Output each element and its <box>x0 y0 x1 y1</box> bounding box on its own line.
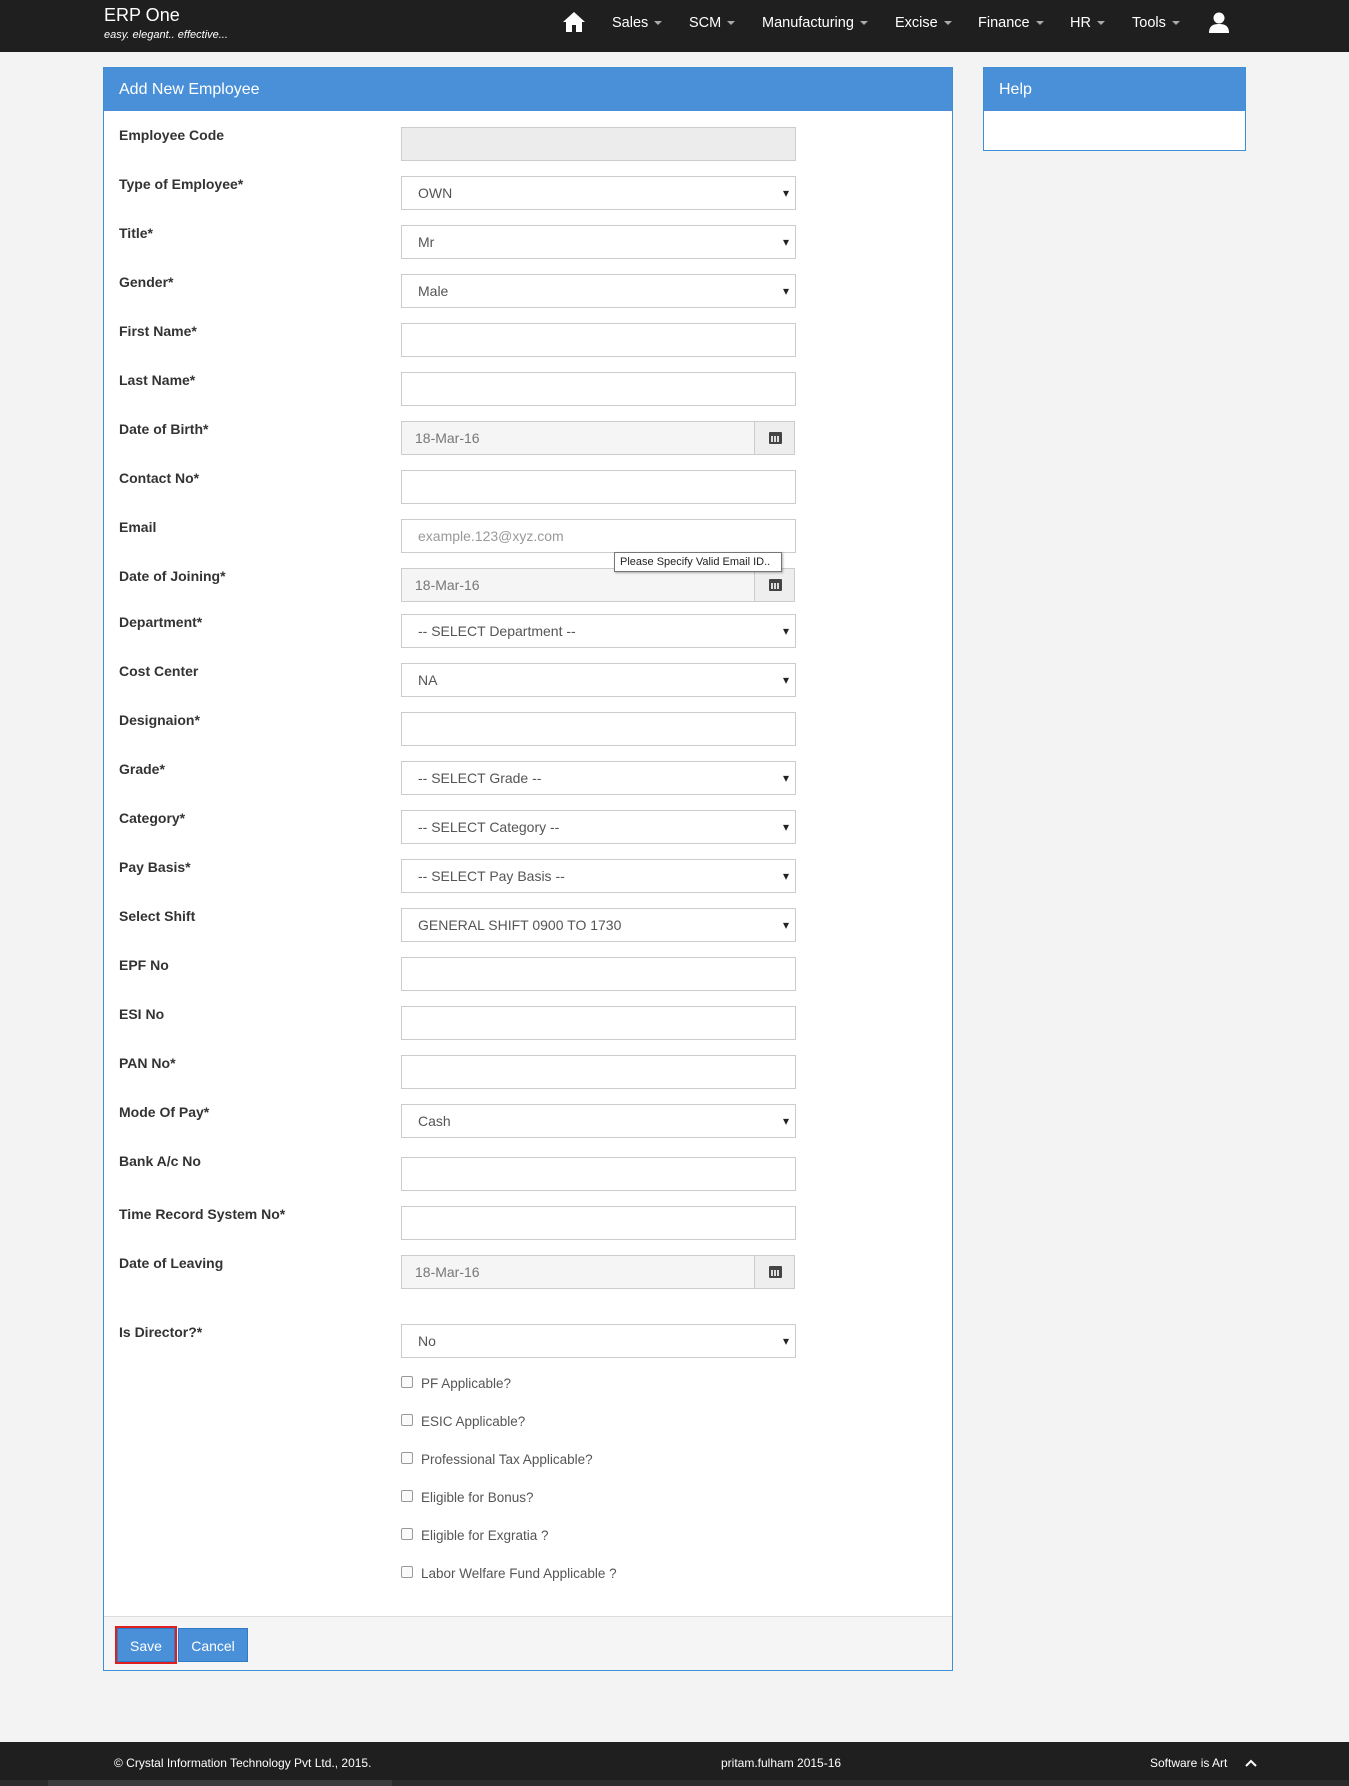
save-button[interactable]: Save <box>117 1628 175 1662</box>
checkbox-box[interactable] <box>401 1490 413 1502</box>
first-name-label: First Name* <box>119 323 197 339</box>
contact-no-label: Contact No* <box>119 470 200 486</box>
time-record-system-no-label: Time Record System No* <box>119 1206 286 1222</box>
checkbox-box[interactable] <box>401 1452 413 1464</box>
select-shift-select[interactable]: GENERAL SHIFT 0900 TO 1730 ▾ <box>401 908 796 942</box>
brand[interactable] <box>104 4 228 41</box>
help-panel <box>983 67 1246 151</box>
mode-of-pay-label: Mode Of Pay* <box>119 1104 210 1120</box>
date-of-leaving-calendar-button[interactable] <box>754 1255 795 1289</box>
nav-menu-label: Sales <box>612 15 649 31</box>
time-record-system-no-input[interactable] <box>401 1206 796 1240</box>
is-director-label: Is Director?* <box>119 1324 203 1340</box>
date-of-joining-calendar-button[interactable] <box>754 568 795 602</box>
gender-select[interactable]: Male ▾ <box>401 274 796 308</box>
checkbox-box[interactable] <box>401 1414 413 1426</box>
caret-down-icon <box>1097 21 1105 25</box>
department-select[interactable]: -- SELECT Department -- ▾ <box>401 614 796 648</box>
grade-label: Grade* <box>119 761 165 777</box>
title-label: Title* <box>119 225 153 241</box>
form-actions <box>104 1616 952 1670</box>
pf-applicable-checkbox[interactable] <box>401 1376 511 1391</box>
nav-menu-sales[interactable] <box>612 15 662 37</box>
calendar-icon <box>769 432 782 444</box>
checkbox-box[interactable] <box>401 1566 413 1578</box>
brand-name: ERP One <box>104 5 180 25</box>
brand-tagline: easy. elegant.. effective... <box>104 29 228 41</box>
date-of-birth-calendar-button[interactable] <box>754 421 795 455</box>
nav-menu-label: Manufacturing <box>762 15 854 31</box>
esi-no-input[interactable] <box>401 1006 796 1040</box>
professional-tax-checkbox[interactable] <box>401 1452 593 1467</box>
pan-no-input[interactable] <box>401 1055 796 1089</box>
exgratia-eligible-checkbox[interactable] <box>401 1528 549 1543</box>
nav-menu-tools[interactable] <box>1132 15 1180 37</box>
nav-menu-finance[interactable] <box>978 15 1044 37</box>
cancel-button[interactable]: Cancel <box>178 1628 248 1662</box>
nav-menu-label: Tools <box>1132 15 1166 31</box>
title-select[interactable]: Mr ▾ <box>401 225 796 259</box>
esic-applicable-checkbox[interactable] <box>401 1414 525 1429</box>
page-footer <box>0 1742 1349 1786</box>
category-label: Category* <box>119 810 186 826</box>
current-user-text: pritam.fulham 2015-16 <box>721 1756 842 1770</box>
footer-slogan: Software is Art <box>1150 1756 1228 1770</box>
designation-label: Designaion* <box>119 712 200 728</box>
checkbox-label: ESIC Applicable? <box>421 1414 526 1429</box>
top-navbar <box>0 0 1349 52</box>
chevron-up-icon[interactable] <box>1244 1756 1258 1770</box>
date-of-leaving-input[interactable]: 18-Mar-16 <box>401 1255 755 1289</box>
checkbox-label: PF Applicable? <box>421 1376 512 1391</box>
nav-menu-manufacturing[interactable] <box>762 15 868 37</box>
designation-input[interactable] <box>401 712 796 746</box>
footer-strip-segment <box>48 1780 392 1786</box>
department-label: Department* <box>119 614 203 630</box>
epf-no-label: EPF No <box>119 957 169 973</box>
footer-strip <box>0 1780 1349 1786</box>
user-icon[interactable] <box>1208 11 1230 33</box>
panel-title: Add New Employee <box>104 68 952 111</box>
employee-code-input <box>401 127 796 161</box>
add-employee-panel <box>103 67 953 1671</box>
last-name-label: Last Name* <box>119 372 196 388</box>
checkbox-label: Labor Welfare Fund Applicable ? <box>421 1566 617 1581</box>
date-of-leaving-label: Date of Leaving <box>119 1255 224 1271</box>
calendar-icon <box>769 1266 782 1278</box>
nav-menu-hr[interactable] <box>1070 15 1105 37</box>
last-name-input[interactable] <box>401 372 796 406</box>
caret-down-icon <box>1036 21 1044 25</box>
pay-basis-label: Pay Basis* <box>119 859 191 875</box>
nav-menu-excise[interactable] <box>895 15 952 37</box>
date-of-joining-label: Date of Joining* <box>119 568 226 584</box>
type-of-employee-label: Type of Employee* <box>119 176 244 192</box>
first-name-input[interactable] <box>401 323 796 357</box>
checkbox-label: Eligible for Bonus? <box>421 1490 534 1505</box>
labor-welfare-fund-checkbox[interactable] <box>401 1566 617 1581</box>
date-of-joining-input[interactable]: 18-Mar-16 <box>401 568 755 602</box>
select-shift-label: Select Shift <box>119 908 196 924</box>
pan-no-label: PAN No* <box>119 1055 176 1071</box>
home-icon[interactable] <box>562 10 586 34</box>
calendar-icon <box>769 579 782 591</box>
gender-label: Gender* <box>119 274 174 290</box>
contact-no-input[interactable] <box>401 470 796 504</box>
email-label: Email <box>119 519 157 535</box>
bank-ac-no-input[interactable] <box>401 1157 796 1191</box>
caret-down-icon <box>860 21 868 25</box>
category-select[interactable]: -- SELECT Category -- ▾ <box>401 810 796 844</box>
caret-down-icon <box>1172 21 1180 25</box>
nav-menu-label: SCM <box>689 15 722 31</box>
help-title: Help <box>984 68 1245 111</box>
date-of-birth-input[interactable]: 18-Mar-16 <box>401 421 755 455</box>
bank-ac-no-label: Bank A/c No <box>119 1153 201 1169</box>
type-of-employee-select[interactable]: OWN ▾ <box>401 176 796 210</box>
nav-menu-label: Finance <box>978 15 1030 31</box>
email-input[interactable]: example.123@xyz.com <box>401 519 796 553</box>
epf-no-input[interactable] <box>401 957 796 991</box>
checkbox-box[interactable] <box>401 1528 413 1540</box>
caret-down-icon <box>727 21 735 25</box>
is-director-select[interactable]: No ▾ <box>401 1324 796 1358</box>
nav-menu-scm[interactable] <box>689 15 735 37</box>
nav-menu-label: HR <box>1070 15 1091 31</box>
copyright-text: © Crystal Information Technology Pvt Ltd., 2015. <box>114 1756 372 1770</box>
mode-of-pay-select[interactable]: Cash ▾ <box>401 1104 796 1138</box>
caret-down-icon <box>944 21 952 25</box>
cost-center-label: Cost Center <box>119 663 199 679</box>
grade-select[interactable]: -- SELECT Grade -- ▾ <box>401 761 796 795</box>
date-of-birth-label: Date of Birth* <box>119 421 209 437</box>
caret-down-icon <box>654 21 662 25</box>
checkbox-box[interactable] <box>401 1376 413 1388</box>
checkbox-label: Professional Tax Applicable? <box>421 1452 593 1467</box>
bonus-eligible-checkbox[interactable] <box>401 1490 534 1505</box>
checkbox-label: Eligible for Exgratia ? <box>421 1528 549 1543</box>
cost-center-select[interactable]: NA ▾ <box>401 663 796 697</box>
email-validation-tooltip: Please Specify Valid Email ID.. <box>614 552 782 572</box>
pay-basis-select[interactable]: -- SELECT Pay Basis -- ▾ <box>401 859 796 893</box>
employee-code-label: Employee Code <box>119 127 225 143</box>
nav-menu-label: Excise <box>895 15 938 31</box>
esi-no-label: ESI No <box>119 1006 165 1022</box>
